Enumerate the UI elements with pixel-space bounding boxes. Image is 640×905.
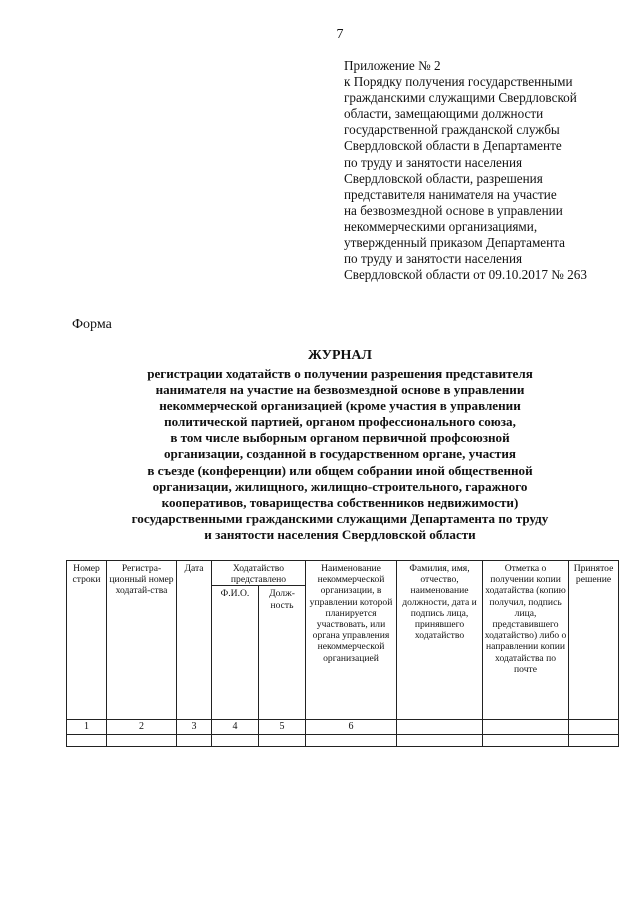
appendix-line: области, замещающими должности xyxy=(344,106,544,122)
header-accepted-by: Фамилия, имя, отчество, наименование должности, дата и подпись лица, принявшего ходатайство xyxy=(397,561,483,720)
appendix-line: Приложение № 2 xyxy=(344,58,441,73)
column-number-row xyxy=(67,720,619,734)
appendix-line: по труду и занятости населения xyxy=(344,154,523,170)
header-organization-name: Наименование некоммерческой организации, в управлении которой планируется участвовать, или органа управления некоммерческой организацией xyxy=(306,561,397,720)
appendix-line: гражданскими служащими Свердловской xyxy=(344,90,577,106)
table-header-row xyxy=(67,561,619,586)
subtitle-line: и занятости населения Свердловской области xyxy=(204,526,476,542)
appendix-line: представителя нанимателя на участие xyxy=(344,186,557,202)
table-cell xyxy=(107,734,177,746)
table-cell xyxy=(67,734,107,746)
subtitle-line: организации, жилищного, жилищно-строительного, гаражного xyxy=(152,478,528,494)
column-number: 4 xyxy=(212,720,259,734)
column-number: 2 xyxy=(107,720,177,734)
subtitle-line: политической партией, органом профессионального союза, xyxy=(164,414,516,430)
table-cell xyxy=(259,734,306,746)
form-label: Форма xyxy=(72,317,112,332)
column-number xyxy=(569,720,619,734)
journal-title: ЖУРНАЛ xyxy=(308,348,372,363)
column-number: 1 xyxy=(67,720,107,734)
table-cell xyxy=(177,734,212,746)
header-decision: Принятое решение xyxy=(569,561,619,720)
header-row-number: Номер строки xyxy=(67,561,107,720)
appendix-line: на безвозмездной основе в управлении xyxy=(344,202,563,218)
subtitle-line: нанимателя на участие на безвозмездной основе в управлении xyxy=(155,382,525,398)
column-number xyxy=(397,720,483,734)
column-number: 6 xyxy=(306,720,397,734)
subtitle-line: в съезде (конференции) или общем собрании иной общественной xyxy=(147,462,533,478)
table-cell xyxy=(483,734,569,746)
appendix-block xyxy=(344,58,634,283)
appendix-line: по труду и занятости населения xyxy=(344,251,523,267)
appendix-line: государственной гражданской службы xyxy=(344,122,560,138)
appendix-line: Свердловской области, разрешения xyxy=(344,170,543,186)
column-number: 3 xyxy=(177,720,212,734)
table-cell xyxy=(569,734,619,746)
journal-subtitle xyxy=(40,366,640,543)
subtitle-line: некоммерческой организацией (кроме участия в управлении xyxy=(159,398,521,414)
column-number xyxy=(483,720,569,734)
appendix-line: Свердловской области от 09.10.2017 № 263 xyxy=(344,267,587,283)
header-copy-mark: Отметка о получении копии ходатайства (копию получил, подпись лица, представившего ходатайство) либо о направлении копии ходатайства по почте xyxy=(483,561,569,720)
column-number: 5 xyxy=(259,720,306,734)
appendix-line: некоммерческими организациями, xyxy=(344,218,538,234)
page-number: 7 xyxy=(336,27,344,42)
subtitle-line: регистрации ходатайств о получении разрешения представителя xyxy=(147,366,533,381)
header-registration-number: Регистра-ционный номер ходатай-ства xyxy=(107,561,177,720)
appendix-line: к Порядку получения государственными xyxy=(344,74,573,90)
table-row xyxy=(67,734,619,746)
table-cell xyxy=(397,734,483,746)
table-cell xyxy=(306,734,397,746)
header-petition-submitted: Ходатайство представлено xyxy=(212,561,306,586)
table-cell xyxy=(212,734,259,746)
header-full-name: Ф.И.О. xyxy=(212,586,259,720)
subtitle-line: кооперативов, товарищества собственников недвижимости) xyxy=(161,494,519,510)
subtitle-line: организации, созданной в государственном органе, участия xyxy=(163,446,516,462)
journal-table xyxy=(66,560,619,747)
appendix-line: утвержденный приказом Департамента xyxy=(344,235,565,251)
subtitle-line: государственными гражданскими служащими Департамента по труду xyxy=(131,510,549,526)
header-date: Дата xyxy=(177,561,212,720)
appendix-line: Свердловской области в Департаменте xyxy=(344,138,562,154)
subtitle-line: в том числе выборным органом первичной профсоюзной xyxy=(170,430,510,446)
header-position: Долж-ность xyxy=(259,586,306,720)
